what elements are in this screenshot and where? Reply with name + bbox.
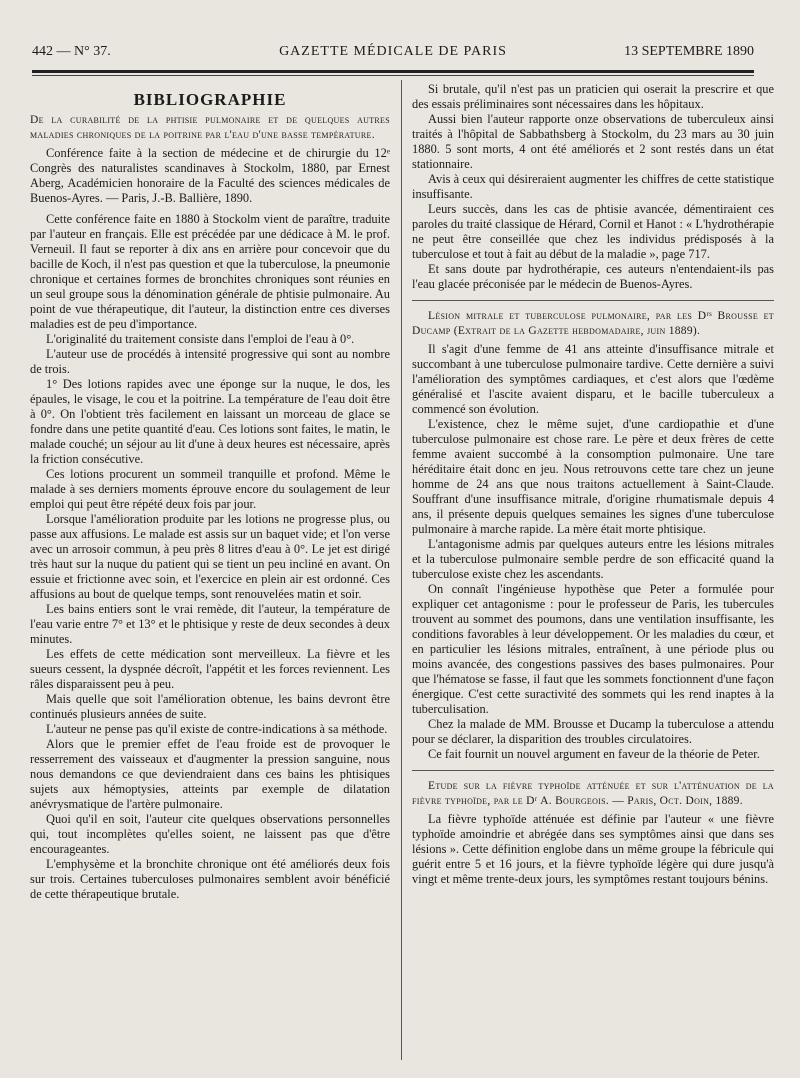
page-number: 442 — N° 37. [32,44,111,59]
right-paragraph: Chez la malade de MM. Brousse et Ducamp la tuberculose a attendu pour se déclarer, la disparition des troubles circulatoires. [412,717,774,746]
right-column [412,82,774,887]
left-paragraph: L'auteur use de procédés à intensité progressive qui sont au nombre de trois. [30,347,390,376]
right-paragraph: On connaît l'ingénieuse hypothèse que Peter a formulée pour expliquer cet antagonisme : pour le professeur de Paris, les tubercules trouvent au sommet des poumons, dans une ventilation insuffisante, les conditions favorables à leur développement. Or les maladies du cœur, et en particulier les lésions mitrales, entraînent, à une période plus ou moins avancée, des congestions passives des bases pulmonaires. Pour que l'hématose se fasse, il faut que les sommets fonctionnent d'une façon énergique. C'est cette suractivité des sommets qui les rend inaptes à la tuberculisation. [412,582,774,716]
section-separator [412,770,774,771]
left-paragraph: 1° Des lotions rapides avec une éponge sur la nuque, le dos, les épaules, le visage, le cou et la poitrine. La température de l'eau doit être à 0°. On l'obtient très facilement en laissant un morceau de glace se fondre dans une petite quantité d'eau. Ces lotions sont faites, le matin, le malade couché; un séjour au lit d'une à deux heures est nécessaire, après la friction consécutive. [30,377,390,466]
left-paragraph: L'auteur ne pense pas qu'il existe de contre-indications à sa méthode. [46,722,388,736]
right-paragraph: L'existence, chez le même sujet, d'une cardiopathie et d'une tuberculose pulmonaire est chose rare. Le père et deux frères de cette femme avaient succombé à la consomption pulmonaire. Une tare héréditaire était donc en jeu. Nous retrouvons cette tare chez un jeune homme de 24 ans que nous traitons actuellement à Saint-Claude. Souffrant d'une insuffisance mitrale, d'origine rhumatismale depuis 4 ans, il présente depuis quelques semaines les signes d'une tuberculose pulmonaire à marche rapide. La mère était morte phtisique. [412,417,774,536]
left-paragraph: Lorsque l'amélioration produite par les lotions ne progresse plus, ou passe aux affusions. Le malade est assis sur un baquet vide; et l'on verse avec un arrosoir commun, à peu près 8 litres d'eau à 0°. Le jet est dirigé très haut sur la nuque du patient qui se tient un peu incliné en avant. On essuie et frictionne avec soin, et l'exercice en plein air est ordonné. Ces affusions au bout de quelque temps, sont renouvelées matin et soir. [30,512,390,601]
right-paragraph: Si brutale, qu'il n'est pas un praticien qui oserait la prescrire et que des essais préliminaires sont nécessaires dans les hôpitaux. [412,82,774,111]
left-column [30,82,390,902]
right-paragraph: Et sans doute par hydrothérapie, ces auteurs n'entendaient-ils pas l'eau glacée préconisée par le médecin de Buenos-Ayres. [412,262,774,291]
left-paragraph: L'emphysème et la bronchite chronique ont été améliorés deux fois sur trois. Certaines tuberculoses pulmonaires semblent avoir bénéficié de cette thérapeutique brutale. [30,857,390,901]
review-source-block [30,146,390,206]
right-paragraph: L'antagonisme admis par quelques auteurs entre les lésions mitrales et la tuberculose pulmonaire semble perdre de son efficacité quand la tuberculose existe chez les ascendants. [412,537,774,581]
right-paragraph: Aussi bien l'auteur rapporte onze observations de tuberculeux ainsi traités à l'hôpital de Sabbathsberg à Stockolm, du 23 mars au 30 juin 1880. 5 sont morts, 4 ont été améliorés et 2 sont restés dans un état stationnaire. [412,112,774,171]
left-paragraph: Mais quelle que soit l'amélioration obtenue, les bains devront être continués plusieurs années de suite. [30,692,390,721]
left-paragraph: Les effets de cette médication sont merveilleux. La fièvre et les sueurs cessent, la dyspnée décroît, l'appétit et les forces reviennent. Les râles disparaissent peu à peu. [30,647,390,691]
review-title-3: Etude sur la fièvre typhoïde atténuée et sur l'atténuation de la fièvre typhoïde, par le Dʳ A. Bourgeois. — Paris, Oct. Doin, 1889. [412,780,774,807]
right-paragraph: Leurs succès, dans les cas de phtisie avancée, démentiraient ces paroles du traité classique de Hérard, Cornil et Hanot : « L'hydrothérapie ne peut être conseillée que chez les individus prédisposés à la tuberculose et tout à fait au début de la maladie », page 717. [412,202,774,261]
header-rule [32,70,754,73]
left-paragraph: Alors que le premier effet de l'eau froide est de provoquer le resserrement des vaisseaux et d'augmenter la pression sanguine, nous nous demandons ce que deviendraient dans ces bains les phtisiques sujets aux hémoptysies, atteints par exemple de dilatation anévrysmatique de l'artère pulmonaire. [30,737,390,811]
left-paragraph: Ces lotions procurent un sommeil tranquille et profond. Même le malade à ses derniers moments éprouve encore du soulagement de leur emploi qui peut être répété deux fois par jour. [30,467,390,511]
section-separator [412,300,774,301]
right-paragraph: Il s'agit d'une femme de 41 ans atteinte d'insuffisance mitrale et succombant à une tuberculose pulmonaire tardive. Cette dernière a suivi l'amélioration des symptômes cardiaques, et c'est alors que l'œdème généralisé et l'ascite avaient disparu, et le bacille tuberculeux a commencé son évolution. [412,342,774,416]
column-divider [401,80,402,1060]
review-title: De la curabilité de la phtisie pulmonaire et de quelques autres maladies chroniques de la poitrine par l'eau d'une basse température. [30,114,390,141]
right-paragraph: La fièvre typhoïde atténuée est définie par l'auteur « une fièvre typhoïde amoindrie et abrégée dans ses symptômes ainsi que dans ses lésions ». Cette définition englobe dans un même groupe la fébricule qui guérit entre 5 et 16 jours, et la fièvre typhoïde légère qui dure jusqu'à vingt et même trente-deux jours, les symptômes restant toujours bénins. [412,812,774,886]
review-source: Conférence faite à la section de médecine et de chirurgie du 12ᵉ Congrès des naturalistes scandinaves à Stockolm, 1880, par Ernest Aberg, Académicien honoraire de la Faculté des sciences médicales de Buenos-Ayres. — Paris, J.-B. Ballière, 1890. [30,146,390,205]
issue-date: 13 SEPTEMBRE 1890 [624,44,754,59]
journal-title: GAZETTE MÉDICALE DE PARIS [279,44,507,59]
section-heading: BIBLIOGRAPHIE [133,90,287,109]
left-paragraph: Cette conférence faite en 1880 à Stockolm vient de paraître, traduite par l'auteur en français. Elle est précédée par une dédicace à M. le prof. Verneuil. Il faut se reporter à dix ans en arrière pour concevoir que du bacille de Koch, il n'est pas question et que la tuberculose, la pneumonie chronique et certaines formes de bronchites chroniques sont réunies en un seul groupe sous la dénomination générale de phtisie pulmonaire. Au point de vue thérapeutique, dit l'auteur, la distinction entre ces diverses maladies est de peu d'importance. [30,212,390,331]
right-paragraph: Avis à ceux qui désireraient augmenter les chiffres de cette statistique insuffisante. [412,172,774,201]
left-paragraph: L'originalité du traitement consiste dans l'emploi de l'eau à 0°. [46,332,355,346]
left-paragraph: Quoi qu'il en soit, l'auteur cite quelques observations personnelles qui, tout incomplètes qu'elles soient, ne laissent pas que d'être encourageantes. [30,812,390,856]
review-title-2: Lésion mitrale et tuberculose pulmonaire, par les Dʳˢ Brousse et Ducamp (Extrait de la Gazette hebdomadaire, juin 1889). [412,310,774,337]
header-rule-thin [32,75,754,76]
left-paragraph: Les bains entiers sont le vrai remède, dit l'auteur, la température de l'eau varie entre 7° et 13° et le phtisique y reste de deux secondes à deux minutes. [30,602,390,646]
page-header [32,44,754,64]
right-paragraph: Ce fait fournit un nouvel argument en faveur de la théorie de Peter. [428,747,760,761]
